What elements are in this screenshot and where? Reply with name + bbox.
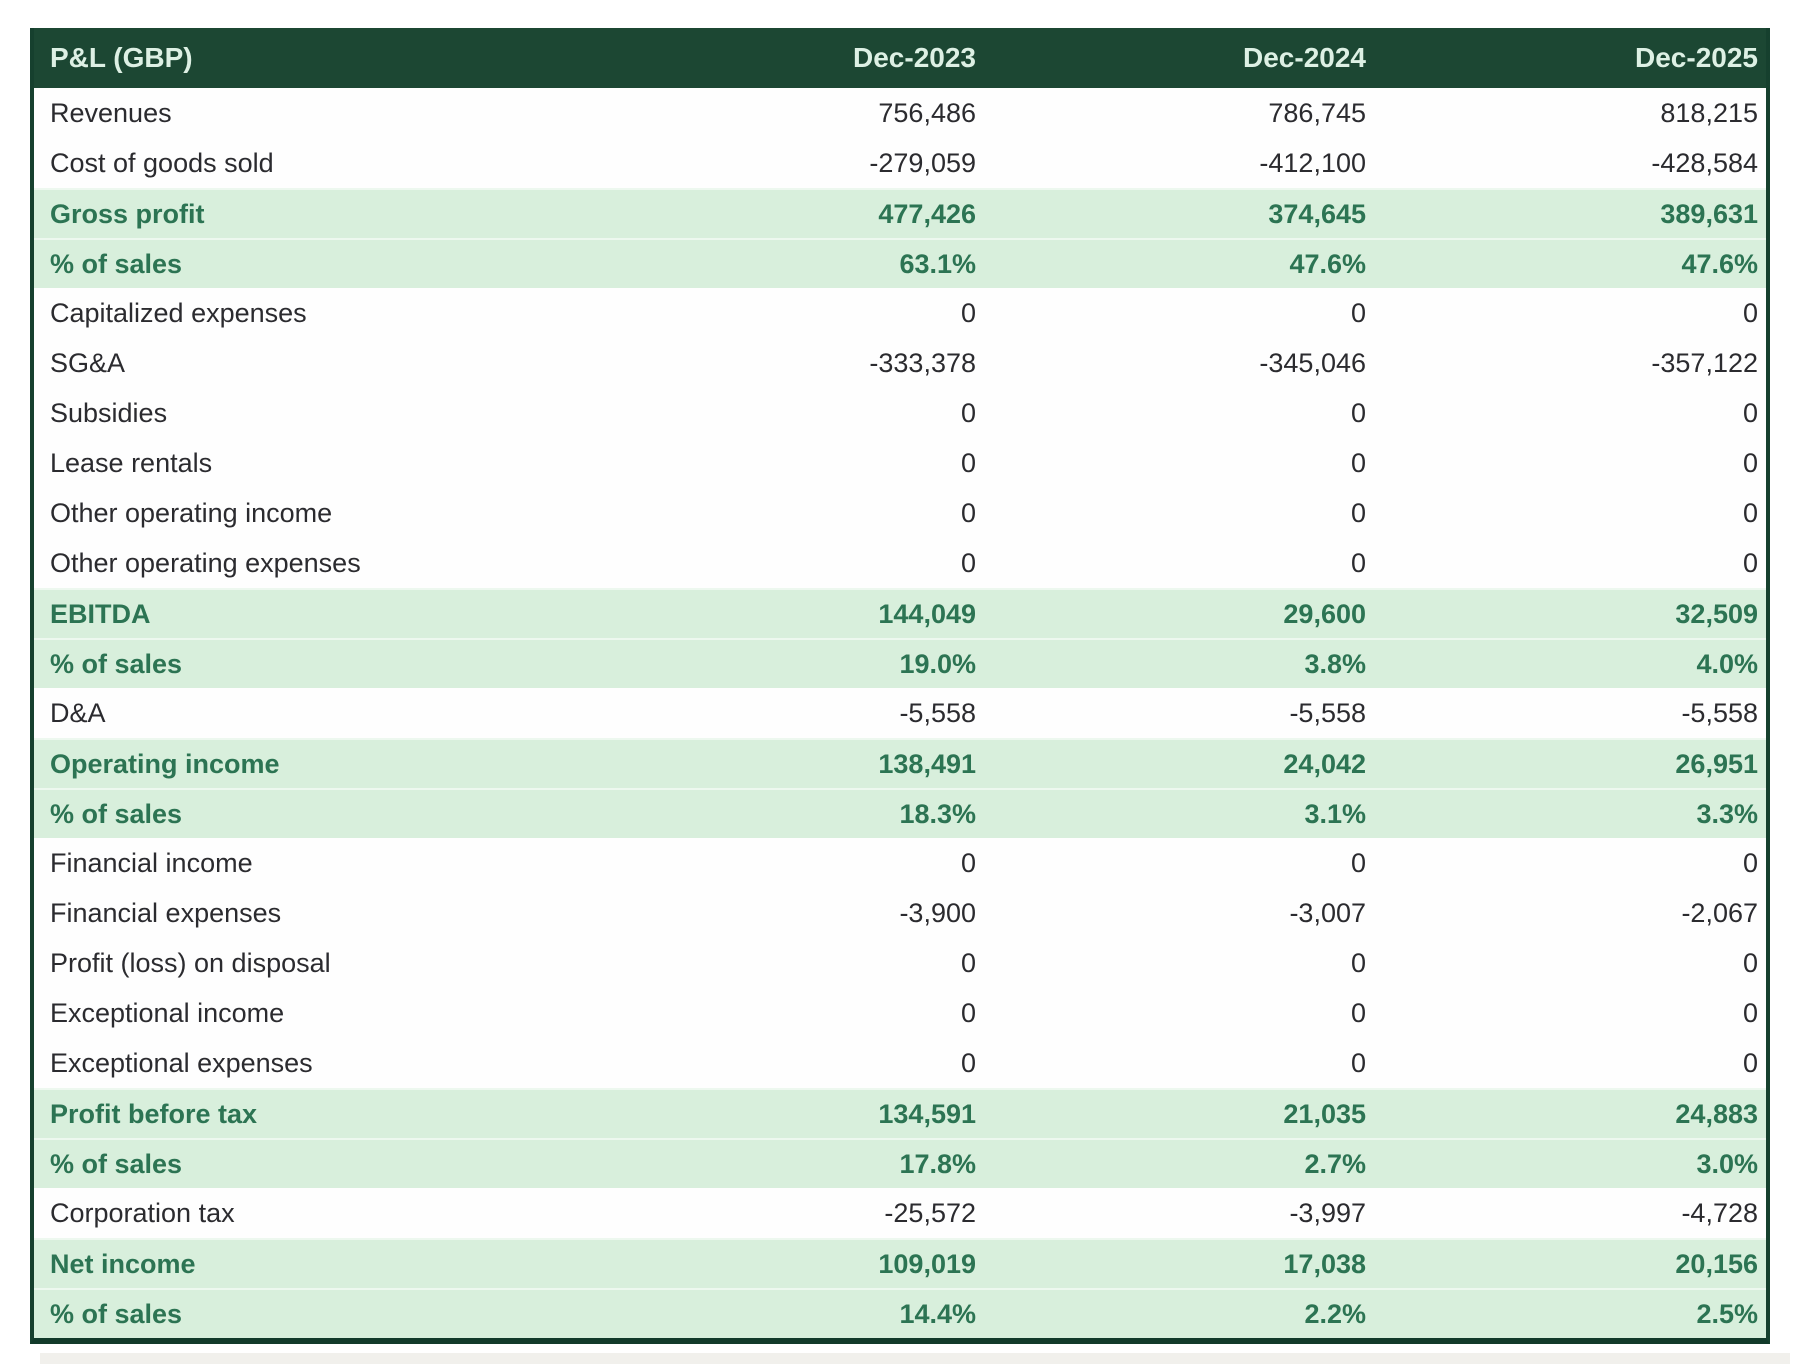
row-value: -5,558 [899,697,976,728]
row-value: 786,745 [1268,97,1366,128]
row-label: Other operating expenses [50,547,361,578]
row-value: 389,631 [1660,198,1758,229]
row-value: 3.8% [1304,648,1366,679]
row-label: Financial income [50,847,253,878]
table-row [34,288,1766,338]
row-value: 0 [960,447,976,478]
row-value: 374,645 [1268,198,1366,229]
row-value: 0 [1742,297,1758,328]
row-label: % of sales [50,1298,183,1329]
row-value: -4,728 [1681,1197,1758,1228]
row-label: D&A [50,697,106,728]
row-value: -5,558 [1289,697,1366,728]
row-value: 4.0% [1696,648,1758,679]
row-value: 2.7% [1304,1148,1366,1179]
row-value: -3,007 [1289,897,1366,928]
row-value: 138,491 [878,748,976,779]
row-value: 0 [1350,447,1366,478]
pnl-table [30,28,1770,1344]
row-value: 0 [960,997,976,1028]
row-value: 0 [1742,497,1758,528]
row-value: 21,035 [1283,1098,1366,1129]
row-value: -3,900 [899,897,976,928]
row-label: Gross profit [50,198,205,229]
row-value: 109,019 [878,1248,976,1279]
row-value: 0 [960,497,976,528]
table-row [34,738,1766,788]
row-value: 0 [1350,847,1366,878]
table-row [34,888,1766,938]
row-value: 47.6% [1681,248,1758,279]
row-label: EBITDA [50,598,151,629]
row-label: Other operating income [50,497,333,528]
row-value: -5,558 [1681,697,1758,728]
row-value: 63.1% [899,248,976,279]
column-header-dec-2023: Dec-2023 [853,42,976,73]
row-value: 0 [1350,397,1366,428]
row-value: 0 [960,397,976,428]
row-value: 0 [1350,547,1366,578]
row-label: Financial expenses [50,897,282,928]
row-value: 0 [960,297,976,328]
table-row [34,538,1766,588]
bottom-edge-strip [40,1353,1790,1364]
row-value: 0 [1350,947,1366,978]
row-value: 0 [1742,1047,1758,1078]
row-label: SG&A [50,347,126,378]
row-value: 3.0% [1696,1148,1758,1179]
table-row [34,1238,1766,1288]
table-row [34,688,1766,738]
row-value: 818,215 [1660,97,1758,128]
row-label: Capitalized expenses [50,297,307,328]
column-header-dec-2025: Dec-2025 [1635,42,1758,73]
row-value: -357,122 [1651,347,1758,378]
row-value: 20,156 [1675,1248,1758,1279]
table-row [34,1088,1766,1138]
row-value: 0 [960,947,976,978]
row-value: 26,951 [1675,748,1758,779]
table-row [34,638,1766,688]
row-value: 0 [1742,847,1758,878]
table-row [34,88,1766,138]
row-label: % of sales [50,798,183,829]
row-value: 0 [1742,447,1758,478]
row-value: -279,059 [869,147,976,178]
row-value: 2.2% [1304,1298,1366,1329]
row-label: % of sales [50,1148,183,1179]
table-row [34,838,1766,888]
row-value: -25,572 [884,1197,976,1228]
table-row [34,1138,1766,1188]
row-value: 24,042 [1283,748,1366,779]
row-value: 18.3% [899,798,976,829]
row-value: -2,067 [1681,897,1758,928]
row-value: -345,046 [1259,347,1366,378]
table-row [34,238,1766,288]
row-value: 24,883 [1675,1098,1758,1129]
row-value: 0 [1742,997,1758,1028]
table-row [34,138,1766,188]
row-value: -333,378 [869,347,976,378]
table-row [34,438,1766,488]
row-value: 0 [960,1047,976,1078]
row-value: 0 [1350,1047,1366,1078]
table-row [34,588,1766,638]
row-value: 0 [1350,297,1366,328]
row-value: 0 [1742,397,1758,428]
row-value: 2.5% [1696,1298,1758,1329]
row-label: Profit before tax [50,1098,258,1129]
table-row [34,488,1766,538]
row-value: 756,486 [878,97,976,128]
table-row [34,1038,1766,1088]
table-title: P&L (GBP) [50,42,193,73]
row-value: 477,426 [878,198,976,229]
row-value: 3.3% [1696,798,1758,829]
column-header-dec-2024: Dec-2024 [1243,42,1366,73]
table-row [34,938,1766,988]
row-value: 0 [1742,547,1758,578]
row-value: 47.6% [1289,248,1366,279]
table-row [34,988,1766,1038]
row-label: Corporation tax [50,1197,235,1228]
row-value: 0 [1350,997,1366,1028]
table-row [34,188,1766,238]
row-label: Revenues [50,97,172,128]
row-value: -412,100 [1259,147,1366,178]
row-value: 0 [960,547,976,578]
row-label: Lease rentals [50,447,213,478]
row-value: 17,038 [1283,1248,1366,1279]
table-row [34,1188,1766,1238]
table-row [34,338,1766,388]
row-value: 0 [1350,497,1366,528]
table-row [34,788,1766,838]
row-value: 3.1% [1304,798,1366,829]
row-label: Operating income [50,748,280,779]
row-label: Cost of goods sold [50,147,274,178]
row-value: 29,600 [1283,598,1366,629]
table-row [34,1288,1766,1338]
row-label: Subsidies [50,397,168,428]
row-label: Exceptional income [50,997,285,1028]
row-value: 14.4% [899,1298,976,1329]
row-value: 0 [960,847,976,878]
row-label: % of sales [50,248,183,279]
row-label: Profit (loss) on disposal [50,947,331,978]
table-body [34,88,1766,1338]
row-label: Exceptional expenses [50,1047,313,1078]
row-value: 0 [1742,947,1758,978]
row-value: 17.8% [899,1148,976,1179]
table-header [34,28,1766,88]
row-value: 32,509 [1675,598,1758,629]
row-label: % of sales [50,648,183,679]
row-value: 134,591 [878,1098,976,1129]
table-row [34,388,1766,438]
row-value: 19.0% [899,648,976,679]
row-value: -3,997 [1289,1197,1366,1228]
row-value: 144,049 [878,598,976,629]
row-value: -428,584 [1651,147,1758,178]
row-label: Net income [50,1248,196,1279]
